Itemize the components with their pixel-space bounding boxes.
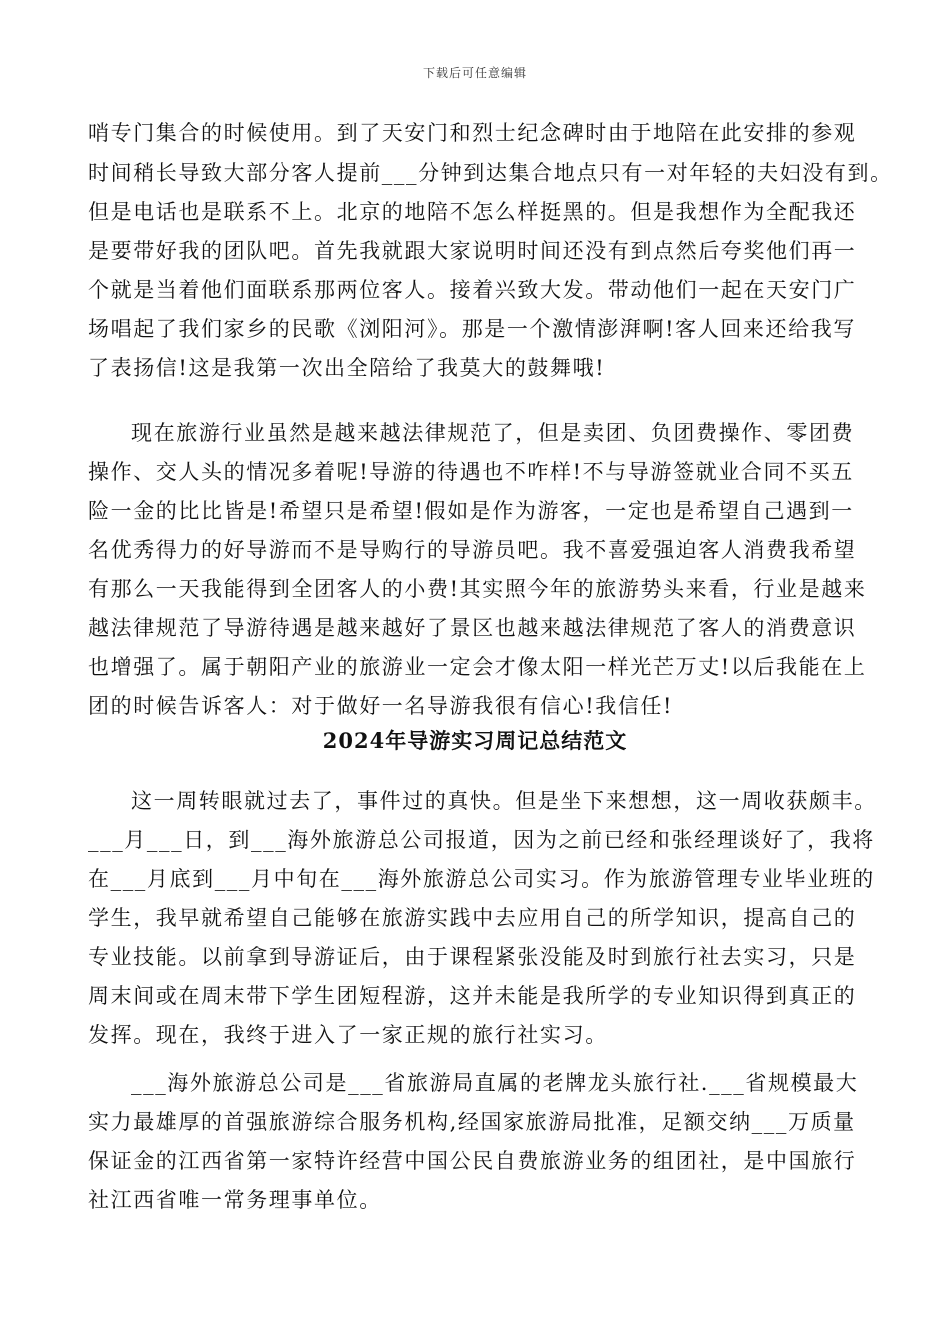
text-line: 时间稍长导致大部分客人提前___分钟到达集合地点只有一对年轻的夫妇没有到。 <box>88 161 893 185</box>
text-line: ___月___日，到___海外旅游总公司报道，因为之前已经和张经理谈好了，我将 <box>88 828 875 852</box>
text-line: 名优秀得力的好导游而不是导购行的导游员吧。我不喜爱强迫客人消费我希望 <box>88 538 857 562</box>
text-line: 团的时候告诉客人：对于做好一名导游我很有信心!我信任! <box>88 694 674 718</box>
text-line: 险一金的比比皆是!希望只是希望!假如是作为游客，一定也是希望自己遇到一 <box>88 499 854 523</box>
text-line: ___海外旅游总公司是___省旅游局直属的老牌龙头旅行社.___省规模最大 <box>131 1071 859 1095</box>
text-line: 是要带好我的团队吧。首先我就跟大家说明时间还没有到点然后夸奖他们再一 <box>88 239 857 263</box>
text-line: 现在旅游行业虽然是越来越法律规范了，但是卖团、负团费操作、零团费 <box>131 421 855 445</box>
text-line: 操作、交人头的情况多着呢!导游的待遇也不咋样!不与导游签就业合同不买五 <box>88 460 854 484</box>
text-line: 越法律规范了导游待遇是越来越好了景区也越来越法律规范了客人的消费意识 <box>88 616 857 640</box>
text-line: 场唱起了我们家乡的民歌《浏阳河》。那是一个激情澎湃啊!客人回来还给我写 <box>88 317 856 341</box>
text-line: 在___月底到___月中旬在___海外旅游总公司实习。作为旅游管理专业毕业班的 <box>88 867 875 891</box>
text-line: 周末间或在周末带下学生团短程游，这并未能是我所学的专业知识得到真正的 <box>88 984 857 1008</box>
section-title: 2024年导游实习周记总结范文 <box>322 728 628 753</box>
text-line: 这一周转眼就过去了，事件过的真快。但是坐下来想想，这一周收获颇丰。 <box>131 789 877 813</box>
text-line: 社江西省唯一常务理事单位。 <box>88 1188 382 1212</box>
page-header-note: 下载后可任意编辑 <box>422 66 527 80</box>
text-line: 但是电话也是联系不上。北京的地陪不怎么样挺黑的。但是我想作为全配我还 <box>88 200 857 224</box>
text-line: 保证金的江西省第一家特许经营中国公民自费旅游业务的组团社，是中国旅行 <box>88 1149 857 1173</box>
text-line: 有那么一天我能得到全团客人的小费!其实照今年的旅游势头来看，行业是越来 <box>88 577 867 601</box>
text-line: 个就是当着他们面联系那两位客人。接着兴致大发。带动他们一起在天安门广 <box>88 278 857 302</box>
text-line: 学生，我早就希望自己能够在旅游实践中去应用自己的所学知识，提高自己的 <box>88 906 857 930</box>
text-line: 实力最雄厚的首强旅游综合服务机构,经国家旅游局批准，足额交纳___万质量 <box>88 1110 856 1134</box>
text-line: 发挥。现在，我终于进入了一家正规的旅行社实习。 <box>88 1023 608 1047</box>
text-line: 专业技能。以前拿到导游证后，由于课程紧张没能及时到旅行社去实习，只是 <box>88 945 857 969</box>
text-line: 哨专门集合的时候使用。到了天安门和烈士纪念碑时由于地陪在此安排的参观 <box>88 121 857 145</box>
text-line: 也增强了。属于朝阳产业的旅游业一定会才像太阳一样光芒万丈!以后我能在上 <box>88 655 867 679</box>
text-line: 了表扬信!这是我第一次出全陪给了我莫大的鼓舞哦! <box>88 356 606 380</box>
